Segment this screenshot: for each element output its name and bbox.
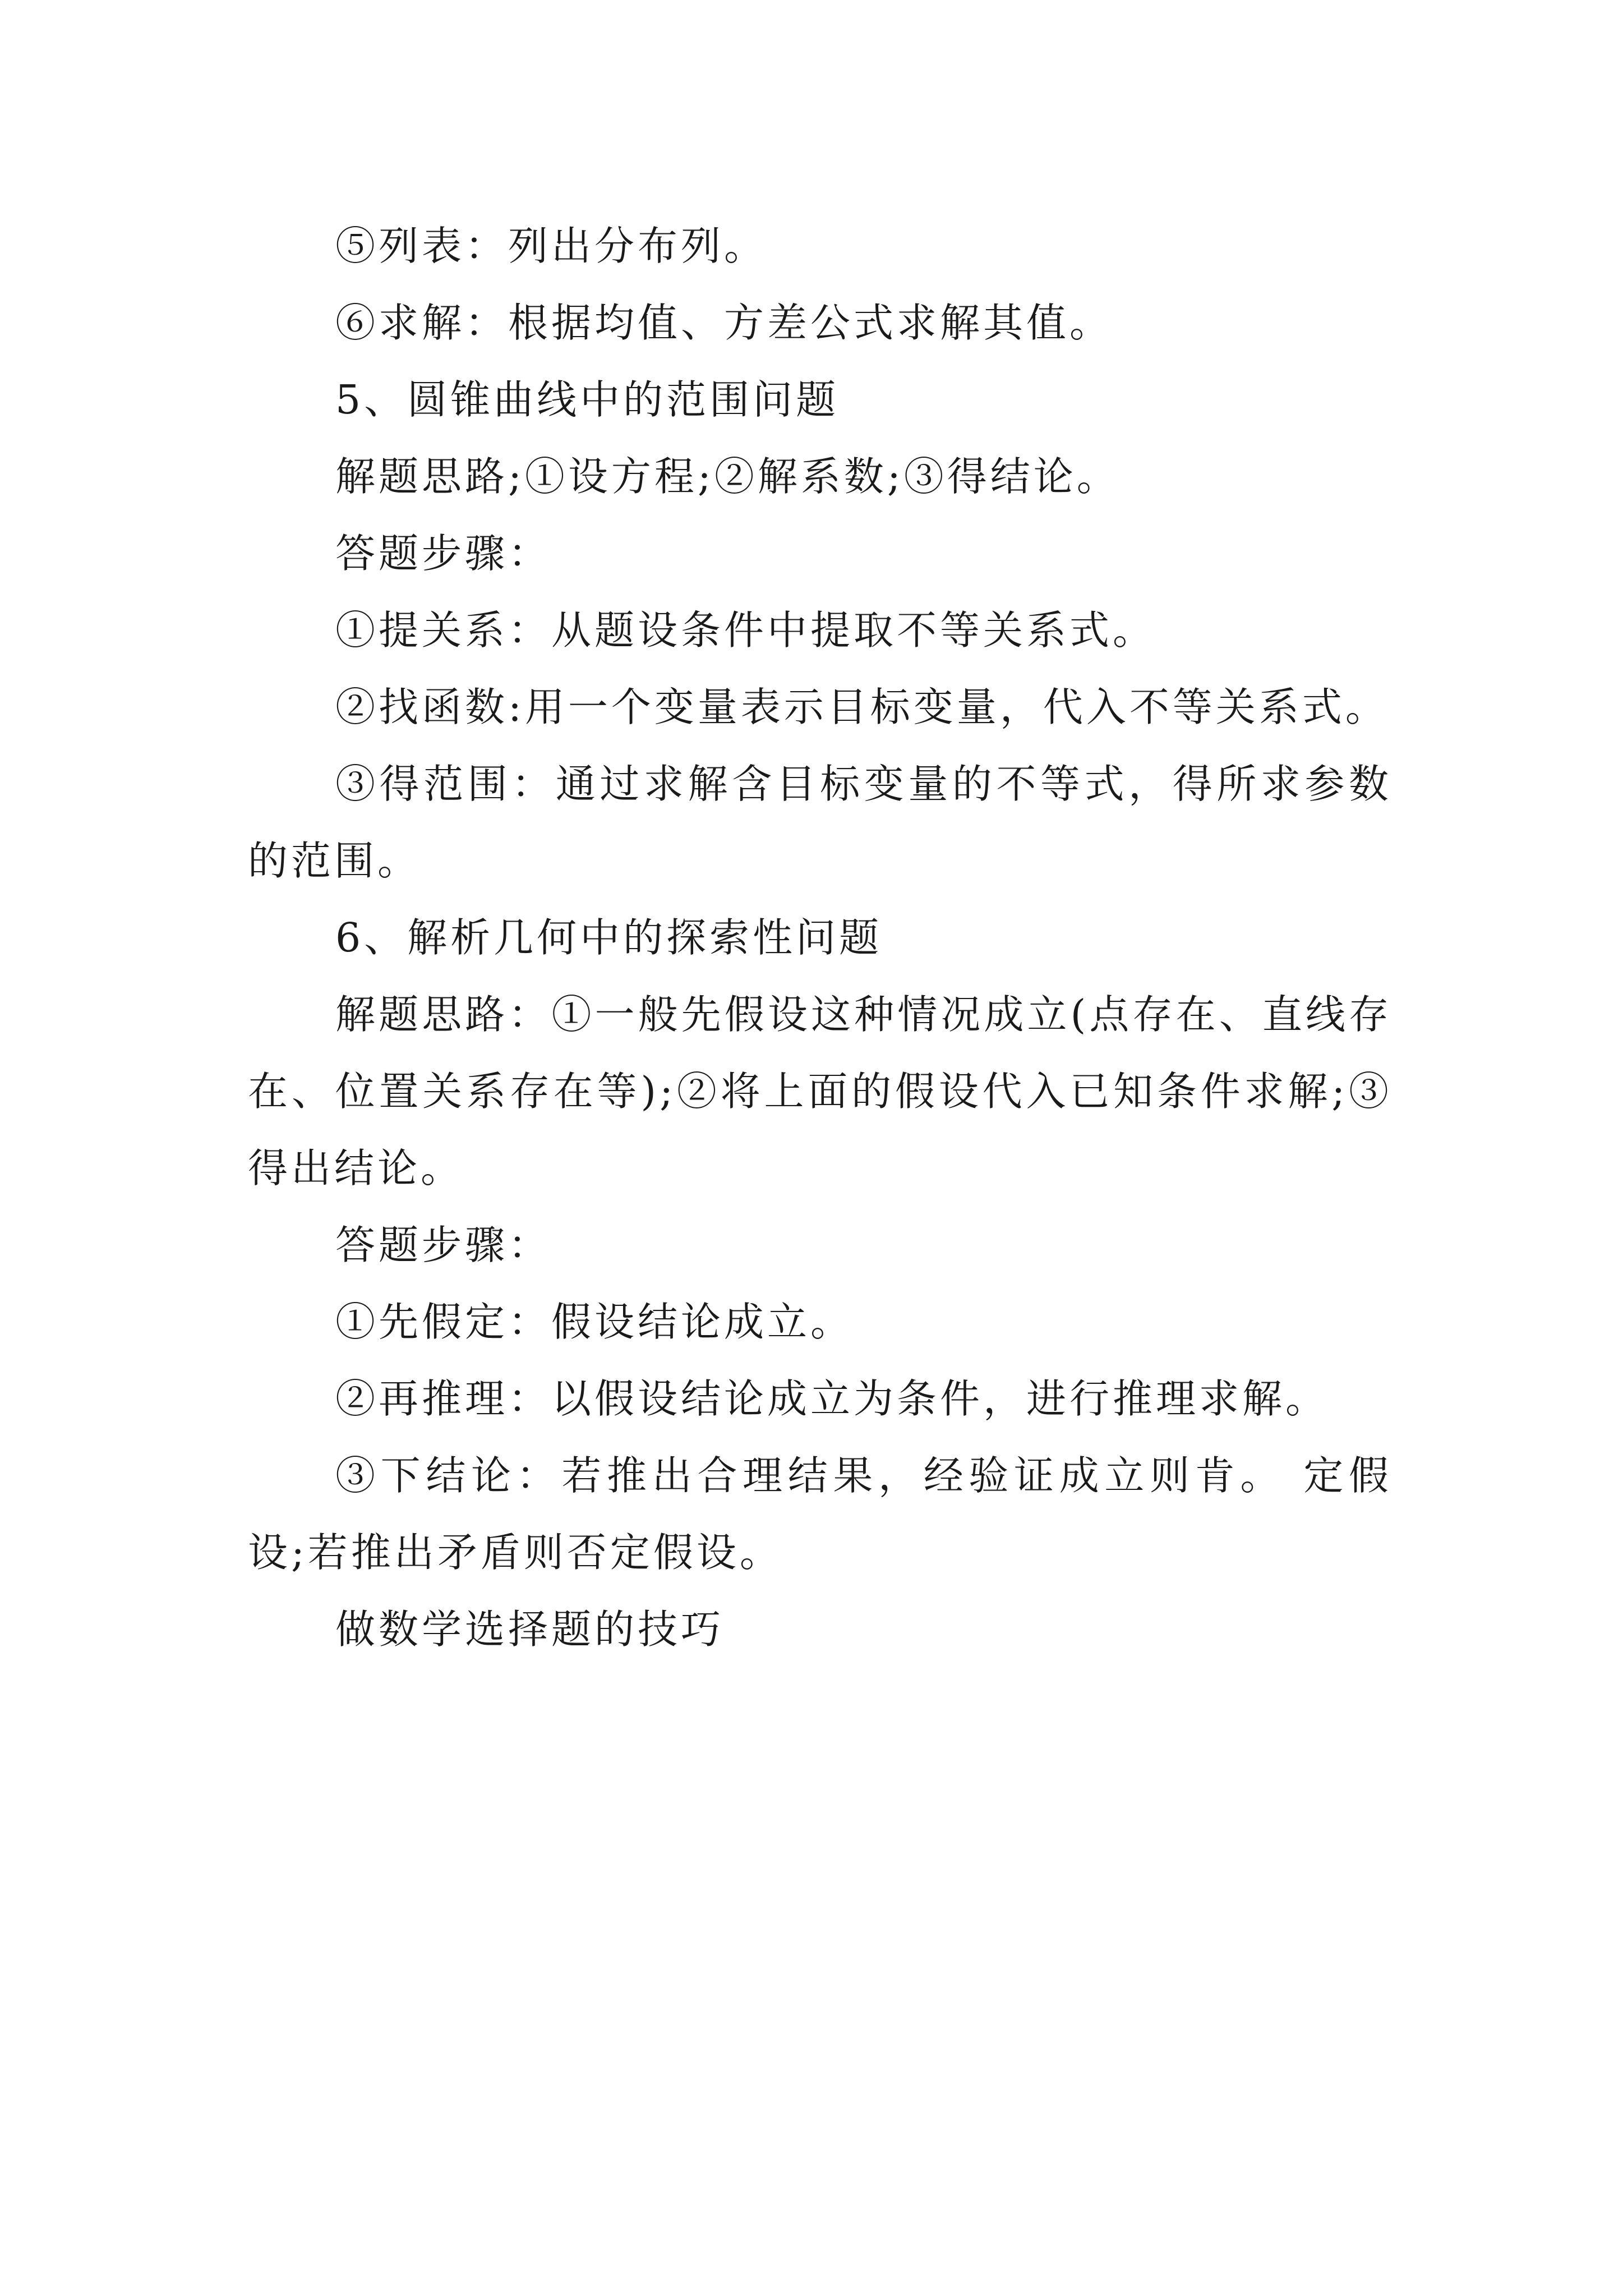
paragraph-approach-exploratory: 解题思路：①一般先假设这种情况成立(点存在、直线存在、位置关系存在等);②将上面的假设代入已知条件求解;③得出结论。 (248, 991, 1392, 1191)
paragraph-then-reason: ②再推理：以假设结论成立为条件，进行推理求解。 (335, 1375, 1329, 1422)
paragraph-assume-first: ①先假定：假设结论成立。 (335, 1299, 854, 1345)
section-heading-conic-range: 5、圆锥曲线中的范围问题 (335, 376, 840, 423)
paragraph-approach-conic: 解题思路;①设方程;②解系数;③得结论。 (335, 453, 1120, 500)
paragraph-extract-relation: ①提关系：从题设条件中提取不等关系式。 (335, 607, 1156, 654)
section-heading-exploratory: 6、解析几何中的探索性问题 (335, 914, 883, 961)
paragraph-conclude: ③下结论：若推出合理结果，经验证成立则肯。 定假设;若推出矛盾则否定假设。 (248, 1452, 1392, 1576)
paragraph-step-6-solve: ⑥求解：根据均值、方差公式求解其值。 (335, 300, 1113, 346)
paragraph-steps-label-2: 答题步骤： (335, 1222, 552, 1268)
paragraph-steps-label-1: 答题步骤： (335, 530, 552, 577)
paragraph-choice-tips: 做数学选择题的技巧 (335, 1606, 725, 1653)
paragraph-get-range: ③得范围：通过求解含目标变量的不等式，得所求参数的范围。 (248, 761, 1392, 884)
document-body (248, 208, 1392, 1668)
paragraph-step-5-list: ⑤列表：列出分布列。 (335, 223, 768, 269)
paragraph-find-function: ②找函数:用一个变量表示目标变量，代入不等关系式。 (335, 684, 1389, 730)
